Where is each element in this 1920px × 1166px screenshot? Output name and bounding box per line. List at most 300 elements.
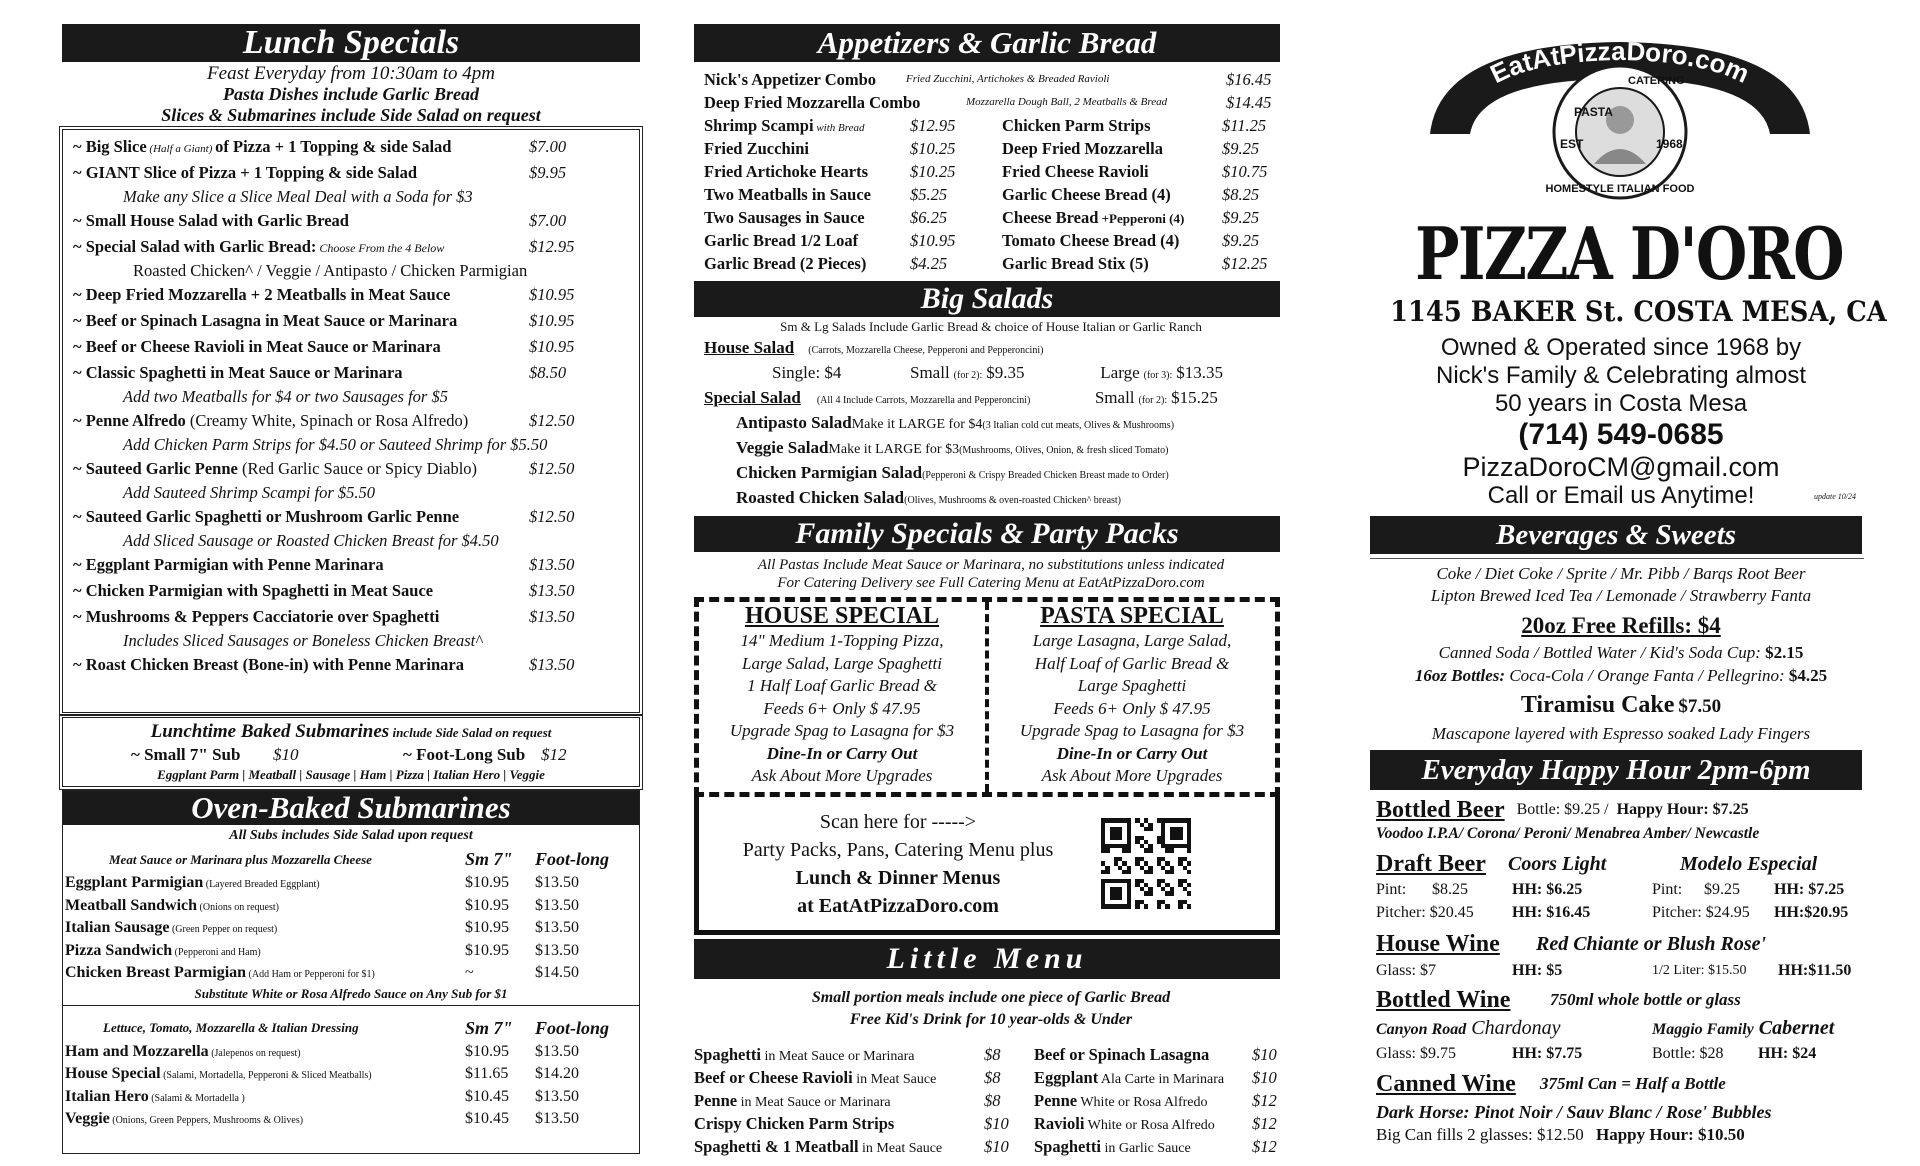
- special-line: Ask About More Upgrades: [751, 766, 933, 785]
- lunch-item-small: Choose From the 4 Below: [316, 241, 445, 255]
- salads-list: [694, 337, 1288, 512]
- little-desc: White or Rosa Alfredo: [1077, 1095, 1208, 1110]
- sub-price-footlong: $13.50: [535, 1042, 579, 1060]
- lunch-item-note: Add Sliced Sausage or Roasted Chicken Breast for $4.50: [123, 531, 499, 550]
- appetizer-price: $10.75: [1222, 162, 1268, 181]
- sub-row: [63, 962, 639, 985]
- appetizer-name: [704, 114, 910, 137]
- pint-row: Pint: $8.25 HH: $6.25 Pint: $9.25 HH: $7.25: [1376, 881, 1845, 898]
- lunch-item-text: ~ Small House Salad with Garlic Bread: [73, 211, 349, 230]
- phone[interactable]: (714) 549-0685: [1518, 418, 1724, 451]
- appetizer-item: [1002, 137, 1267, 160]
- lunch-item: [73, 604, 629, 630]
- little-menu-list: [694, 1043, 1288, 1158]
- little-price: $10: [1252, 1068, 1277, 1087]
- baked-subs-types: Eggplant Parm | Meatball | Sausage | Ham | Pizza | Italian Hero | Veggie: [157, 767, 545, 782]
- appetizer-desc: +Pepperoni (4): [1098, 211, 1185, 226]
- appetizer-name-text: Fried Zucchini: [704, 139, 809, 158]
- center-column: [694, 24, 1288, 1158]
- sub-price-footlong: $13.50: [535, 1110, 579, 1128]
- canned-soda: Canned Soda / Bottled Water / Kid's Soda Cup: $2.15: [1438, 643, 1804, 662]
- special-line: Large Salad, Large Spaghetti: [742, 653, 942, 673]
- family-specials-box: [694, 597, 1280, 797]
- refills: 20oz Free Refills: $4: [1521, 613, 1721, 638]
- subs-salad-note: All Subs includes Side Salad upon request: [229, 828, 473, 843]
- sub-desc: (Green Pepper on request): [169, 924, 278, 936]
- lunch-item-note: Includes Sliced Sausages or Boneless Chicken Breast^: [123, 631, 483, 650]
- lunch-item-text: ~ Beef or Spinach Lasagna in Meat Sauce or Marinara: [73, 311, 458, 330]
- salad-item: [736, 437, 1288, 462]
- lunch-item-text: ~ Big Slice: [73, 137, 147, 156]
- little-item: [1034, 1043, 1277, 1066]
- little-name-text: Penne: [1034, 1091, 1078, 1110]
- appetizer-item: [704, 252, 1002, 275]
- salad-desc: (Olives, Mushrooms & oven-roasted Chicken^ breast): [904, 495, 1122, 506]
- little-name-text: Beef or Spinach Lasagna: [1034, 1045, 1210, 1064]
- little-name-text: Spaghetti: [1034, 1137, 1101, 1156]
- sub-row: [63, 1041, 639, 1064]
- family-note-1: All Pastas Include Meat Sauce or Marinara, no substitutions unless indicated: [757, 557, 1225, 573]
- little-item-name: [694, 1135, 984, 1158]
- little-price: $12: [1252, 1137, 1277, 1156]
- svg-text:CATERING: CATERING: [1628, 75, 1685, 87]
- lunch-item-name: [73, 234, 529, 260]
- lunch-item-price: $7.00: [529, 211, 567, 230]
- salad-make-large: Make it LARGE for $3: [828, 442, 960, 457]
- little-price: $8: [984, 1045, 1001, 1064]
- lunch-item-text: ~ Classic Spaghetti in Meat Sauce or Marinara: [73, 363, 403, 382]
- appetizer-name-text: Fried Cheese Ravioli: [1002, 162, 1149, 181]
- appetizer-price: $12.25: [1222, 254, 1268, 273]
- salad-name: Roasted Chicken Salad: [736, 488, 905, 507]
- little-item-name: [694, 1043, 984, 1066]
- little-name-text: Ravioli: [1034, 1114, 1085, 1133]
- lunch-item-text: ~ GIANT Slice of Pizza + 1 Topping & side Salad: [73, 163, 418, 182]
- lunch-item-desc: (Red Garlic Sauce or Spicy Diablo): [237, 459, 478, 478]
- special-line: Ask About More Upgrades: [1041, 766, 1223, 785]
- appetizer-name: [1002, 183, 1222, 206]
- lunch-item-desc: (Creamy White, Spinach or Rosa Alfredo): [185, 411, 469, 430]
- lunch-item-text: ~ Chicken Parmigian with Spaghetti in Meat Sauce: [73, 581, 434, 600]
- appetizer-name: [704, 160, 910, 183]
- appetizer-item: [704, 183, 1002, 206]
- appetizer-name-text: Deep Fried Mozzarella: [1002, 139, 1163, 158]
- appetizer-item: [704, 114, 1002, 137]
- lunch-item-note: Roasted Chicken^ / Veggie / Antipasto / Chicken Parmigian: [133, 261, 528, 280]
- little-price: $12: [1252, 1091, 1277, 1110]
- lunch-item-text: ~ Deep Fried Mozzarella + 2 Meatballs in Meat Sauce: [73, 285, 451, 304]
- bottled-beer-row: Bottled Beer Bottle: $9.25 / Happy Hour: $7.25: [1376, 797, 1749, 823]
- lunch-item-name: [73, 552, 529, 578]
- brand-name: PIZZA D'ORO: [1415, 211, 1843, 296]
- salad-name: Chicken Parmigian Salad: [736, 463, 923, 482]
- little-menu-header: Little Menu: [694, 939, 1280, 979]
- lunch-item-price: $13.50: [529, 581, 575, 600]
- logo: [1370, 24, 1872, 204]
- pitcher-row: Pitcher: $20.45 HH: $16.45 Pitcher: $24.95 HH:$20.95: [1376, 904, 1849, 921]
- little-item: [1034, 1089, 1277, 1112]
- sub-name: Ham and Mozzarella: [65, 1042, 209, 1060]
- lunch-item-text: ~ Beef or Cheese Ravioli in Meat Sauce or Marinara: [73, 337, 441, 356]
- special-line: 1 Half Loaf Garlic Bread &: [747, 676, 937, 695]
- little-item: [1034, 1135, 1277, 1158]
- sub-name: Meatball Sandwich: [65, 896, 198, 914]
- appetizer-price: $9.25: [1222, 208, 1260, 227]
- appetizer-price: $5.25: [910, 185, 948, 204]
- sub-price-footlong: $13.50: [535, 896, 579, 914]
- scan-box: [694, 797, 1280, 935]
- appetizer-item: [704, 137, 1002, 160]
- little-price: $10: [1252, 1045, 1277, 1064]
- lunch-items-box: [62, 129, 640, 713]
- lunch-item-rest: of Pizza + 1 Topping & side Salad: [215, 137, 452, 156]
- appetizer-name: [1002, 137, 1222, 160]
- appetizer-name-text: Shrimp Scampi: [704, 116, 814, 135]
- little-name-text: Crispy Chicken Parm Strips: [694, 1114, 895, 1133]
- appetizer-name-text: Cheese Bread: [1002, 208, 1099, 227]
- beverages-header: Beverages & Sweets: [1370, 516, 1862, 554]
- lunch-item-text: ~ Penne Alfredo: [73, 411, 186, 430]
- substitute-note: Substitute White or Rosa Alfredo Sauce on Any Sub for $1: [63, 985, 639, 1006]
- appetizer-name: [704, 252, 910, 275]
- update-note: update 10/24: [1814, 492, 1856, 501]
- appetizer-name-text: Two Sausages in Sauce: [704, 208, 865, 227]
- appetizer-price: $10.95: [910, 231, 956, 250]
- bottled-wine-row: Bottled Wine 750ml whole bottle or glass: [1376, 987, 1741, 1013]
- lunch-column: [62, 24, 640, 1154]
- lunch-item-text: ~ Special Salad with Garlic Bread:: [73, 237, 317, 256]
- lunch-item: [73, 652, 629, 678]
- happy-hour-list: [1370, 796, 1872, 1146]
- appetizer-name: [1002, 206, 1222, 229]
- sub-name: Eggplant Parmigian: [65, 874, 204, 892]
- little-name-text: Beef or Cheese Ravioli: [694, 1068, 853, 1087]
- sub-row: [63, 1063, 639, 1086]
- appetizer-name: [704, 183, 910, 206]
- big-salads-header: Big Salads: [694, 281, 1280, 317]
- little-desc: in Meat Sauce or Marinara: [737, 1095, 891, 1110]
- bev-line-2: Lipton Brewed Iced Tea / Lemonade / Strawberry Fanta: [1430, 586, 1812, 605]
- lunch-item-note: Make any Slice a Slice Meal Deal with a Soda for $3: [123, 187, 473, 206]
- special-line: Feeds 6+ Only $ 47.95: [1053, 698, 1211, 718]
- sub-name: House Special: [65, 1065, 161, 1083]
- lunch-item-name: [73, 334, 529, 360]
- lunch-item: [73, 552, 629, 578]
- appetizer-item: [1002, 206, 1267, 229]
- little-item-name: [1034, 1066, 1252, 1089]
- salad-make-large: Make it LARGE for $4: [851, 417, 983, 432]
- call-row: [1370, 482, 1872, 510]
- salad-item: [736, 487, 1288, 512]
- lunch-item-price: $13.50: [529, 607, 575, 626]
- little-note-2: Free Kid's Drink for 10 year-olds & Under: [849, 1011, 1133, 1028]
- app-combo-2: Deep Fried Mozzarella Combo Mozzarella Dough Ball, 2 Meatballs & Bread $14.45: [704, 93, 1272, 112]
- tagline-2: Nick's Family & Celebrating almost: [1435, 362, 1807, 389]
- lunch-item-price: $12.95: [529, 237, 575, 256]
- sub-price-small: ~: [465, 964, 474, 982]
- col-sm: Sm 7": [465, 849, 513, 869]
- lunch-item-note: Add Chicken Parm Strips for $4.50 or Sauteed Shrimp for $5.50: [123, 435, 548, 454]
- svg-text:EatAtPizzaDoro.com: EatAtPizzaDoro.com: [1485, 35, 1754, 90]
- lunch-item-price: $12.50: [529, 507, 575, 526]
- sub-name: Italian Sausage: [65, 919, 170, 937]
- appetizer-price: $9.25: [1222, 139, 1260, 158]
- sub-desc: (Layered Breaded Eggplant): [203, 879, 320, 891]
- sub-desc: (Salami, Mortadella, Pepperoni & Sliced Meatballs): [160, 1070, 372, 1082]
- sub-desc: (Onions on request): [197, 901, 279, 913]
- apps-left: [704, 114, 1002, 275]
- sub-row: [63, 895, 639, 918]
- little-item-name: [694, 1089, 984, 1112]
- appetizer-name-text: Fried Artichoke Hearts: [704, 162, 869, 181]
- sub-price-small: $10.95: [465, 1042, 509, 1060]
- apps-right: [1002, 114, 1267, 275]
- sub-row: [63, 917, 639, 940]
- special-line: Half Loaf of Garlic Bread &: [1034, 653, 1230, 673]
- house-special: [699, 602, 989, 792]
- lunch-item: [73, 282, 629, 308]
- col-fl: Foot-long: [535, 849, 610, 869]
- hot-subs-heading: Meat Sauce or Marinara plus Mozzarella Cheese: [109, 851, 372, 867]
- appetizer-price: $12.95: [910, 116, 956, 135]
- lunch-item: [73, 134, 629, 160]
- lunch-item-text: ~ Mushrooms & Peppers Cacciatorie over Spaghetti: [73, 607, 440, 626]
- sub-name: Veggie: [65, 1110, 110, 1128]
- appetizers-header: Appetizers & Garlic Bread: [694, 24, 1280, 62]
- tagline-1: Owned & Operated since 1968 by: [1440, 334, 1802, 361]
- family-header: Family Specials & Party Packs: [694, 516, 1280, 552]
- appetizer-desc: with Bread: [813, 122, 865, 134]
- appetizer-name: [1002, 160, 1222, 183]
- app-combo-1: Nick's Appetizer Combo Fried Zucchini, Artichokes & Breaded Ravioli $16.45: [704, 70, 1272, 89]
- sub-desc: (Jalepenos on request): [208, 1047, 301, 1059]
- sub-price-footlong: $13.50: [535, 919, 579, 937]
- special-salad-row: Special Salad (All 4 Include Carrots, Mozzarella and Pepperoncini) Small (for 2): $15.25: [704, 388, 1218, 407]
- sub-desc: (Onions, Green Peppers, Mushrooms & Olives): [109, 1115, 304, 1127]
- lunch-item-name: [73, 604, 529, 630]
- lunch-item-text: ~ Eggplant Parmigian with Penne Marinara: [73, 555, 384, 574]
- appetizers-list: [694, 62, 1288, 275]
- scan-line: Lunch & Dinner Menus: [795, 866, 1001, 889]
- special-title: HOUSE SPECIAL: [744, 603, 940, 629]
- sub-price-small: $11.65: [465, 1065, 509, 1083]
- little-item: [694, 1089, 1034, 1112]
- little-name-text: Spaghetti: [694, 1045, 761, 1064]
- salad-name: Veggie Salad: [736, 438, 829, 457]
- tagline-3: 50 years in Costa Mesa: [1494, 390, 1748, 417]
- cold-subs-heading: Lettuce, Tomato, Mozzarella & Italian Dressing: [103, 1020, 359, 1035]
- appetizer-price: $10.25: [910, 139, 956, 158]
- little-price: $10: [984, 1137, 1009, 1156]
- lunch-item-name: [73, 408, 529, 434]
- bottles-row: 16oz Bottles: Coca-Cola / Orange Fanta / Pellegrino: $4.25: [1414, 666, 1828, 685]
- little-name-text: Spaghetti & 1 Meatball: [694, 1137, 859, 1156]
- scan-line: Party Packs, Pans, Catering Menu plus: [742, 838, 1054, 861]
- little-item: [694, 1135, 1034, 1158]
- lunch-item-name: [73, 134, 529, 160]
- lunch-item: [73, 308, 629, 334]
- bottled-wine-names: Canyon Road Chardonay Maggio Family Cabernet: [1376, 1017, 1835, 1039]
- lunch-item-price: $7.00: [529, 137, 567, 156]
- lunch-item-price: $12.50: [529, 411, 575, 430]
- svg-text:HOMESTYLE ITALIAN FOOD: HOMESTYLE ITALIAN FOOD: [1545, 183, 1695, 195]
- lunch-item-price: $13.50: [529, 655, 575, 674]
- canned-wine-row: Canned Wine 375ml Can = Half a Bottle: [1376, 1071, 1726, 1097]
- special-title: PASTA SPECIAL: [1040, 603, 1224, 629]
- special-line: Upgrade Spag to Lasagna for $3: [729, 721, 955, 740]
- sub-name: Chicken Breast Parmigian: [65, 964, 247, 982]
- sub-price-small: $10.95: [465, 919, 509, 937]
- house-wine-prices: Glass: $7 HH: $5 1/2 Liter: $15.50 HH:$11.50: [1376, 962, 1852, 979]
- call-text: Call or Email us Anytime!: [1487, 482, 1755, 509]
- special-line: Feeds 6+ Only $ 47.95: [763, 698, 921, 718]
- little-left: [694, 1043, 1034, 1158]
- lunch-item-text: ~ Roast Chicken Breast (Bone-in) with Penne Marinara: [73, 655, 464, 674]
- little-desc: Ala Carte in Marinara: [1098, 1072, 1225, 1087]
- svg-text:PASTA: PASTA: [1574, 105, 1613, 119]
- baked-submarines-box: [62, 717, 640, 787]
- lunch-slices-note: Slices & Submarines include Side Salad on request: [161, 105, 541, 125]
- canned-wine-prices: Big Can fills 2 glasses: $12.50 Happy Hour: $10.50: [1376, 1125, 1745, 1144]
- lunch-item-text: ~ Sauteed Garlic Spaghetti or Mushroom Garlic Penne: [73, 507, 460, 526]
- little-note-1: Small portion meals include one piece of Garlic Bread: [811, 989, 1171, 1006]
- appetizer-name: [1002, 114, 1222, 137]
- lunch-item: [73, 208, 629, 234]
- little-price: $12: [1252, 1114, 1277, 1133]
- house-salad-prices: Single: $4 Small (for 2): $9.35 Large (for 3): $13.35: [772, 363, 1223, 382]
- appetizer-name: [1002, 229, 1222, 252]
- salad-name: Antipasto Salad: [736, 413, 852, 432]
- sub-desc: (Add Ham or Pepperoni for $1): [246, 969, 375, 981]
- appetizer-name: [704, 206, 910, 229]
- bottled-wine-prices: Glass: $9.75 HH: $7.75 Bottle: $28 HH: $24: [1376, 1045, 1817, 1062]
- appetizer-name-text: Garlic Bread 1/2 Loaf: [704, 231, 859, 250]
- tiramisu-desc: Mascapone layered with Espresso soaked Lady Fingers: [1431, 724, 1811, 743]
- appetizer-item: [704, 206, 1002, 229]
- lunch-item-price: $10.95: [529, 337, 575, 356]
- pasta-special: [989, 602, 1275, 792]
- lunch-item-name: [73, 578, 529, 604]
- lunch-item-name: [73, 308, 529, 334]
- special-line: Large Spaghetti: [1077, 676, 1187, 695]
- bev-line-1: Coke / Diet Coke / Sprite / Mr. Pibb / Barqs Root Beer: [1436, 564, 1806, 583]
- lunch-item: [73, 234, 629, 260]
- sub-price-small: $10.45: [465, 1087, 509, 1105]
- lunch-item-price: $12.50: [529, 459, 575, 478]
- appetizer-name-text: Chicken Parm Strips: [1002, 116, 1151, 135]
- lunch-item-name: [73, 456, 529, 482]
- appetizer-name-text: Garlic Bread (2 Pieces): [704, 254, 867, 273]
- appetizer-item: [704, 160, 1002, 183]
- address: 1145 BAKER St. COSTA MESA, CA: [1390, 295, 1887, 328]
- col-sm-2: Sm 7": [465, 1017, 513, 1038]
- appetizer-item: [1002, 229, 1267, 252]
- happy-hour-header: Everyday Happy Hour 2pm-6pm: [1370, 750, 1862, 790]
- lunch-item-name: [73, 282, 529, 308]
- sub-row: [63, 872, 639, 895]
- little-desc: in Garlic Sauce: [1100, 1141, 1191, 1156]
- little-item: [694, 1066, 1034, 1089]
- appetizer-name: [704, 229, 910, 252]
- appetizer-price: $4.25: [910, 254, 948, 273]
- hot-subs-table: [63, 847, 639, 985]
- lunch-item: [73, 360, 629, 386]
- little-desc: in Meat Sauce or Marinara: [760, 1049, 915, 1064]
- sub-price-footlong: $13.50: [535, 1087, 579, 1105]
- appetizer-name-text: Tomato Cheese Bread (4): [1002, 231, 1180, 250]
- scan-text: [699, 808, 1097, 920]
- email[interactable]: PizzaDoroCM@gmail.com: [1462, 452, 1780, 482]
- scan-line: at EatAtPizzaDoro.com: [797, 894, 999, 917]
- salad-item: [736, 462, 1288, 487]
- salad-desc: (Pepperoni & Crispy Breaded Chicken Breast made to Order): [922, 470, 1169, 481]
- appetizer-price: $8.25: [1222, 185, 1260, 204]
- little-right: [1034, 1043, 1277, 1158]
- little-item-name: [1034, 1043, 1252, 1066]
- little-item-name: [694, 1112, 984, 1135]
- little-item-name: [1034, 1135, 1252, 1158]
- sub-price-footlong: $14.20: [535, 1065, 579, 1083]
- special-line: Upgrade Spag to Lasagna for $3: [1019, 721, 1245, 740]
- appetizer-name: [704, 137, 910, 160]
- baked-subs-title: Lunchtime Baked Submarines include Side Salad on request: [150, 721, 552, 742]
- lunch-item-price: $9.95: [529, 163, 567, 182]
- lunch-specials-header: Lunch Specials: [62, 24, 640, 62]
- appetizer-item: [704, 229, 1002, 252]
- little-price: $8: [984, 1091, 1001, 1110]
- lunch-item-name: [73, 208, 529, 234]
- appetizer-price: $9.25: [1222, 231, 1260, 250]
- salad-desc: (Mushrooms, Olives, Onion, & fresh sliced Tomato): [959, 445, 1169, 456]
- little-item: [694, 1112, 1034, 1135]
- lunch-item: [73, 504, 629, 530]
- little-item-name: [694, 1066, 984, 1089]
- sub-desc: (Pepperoni and Ham): [172, 946, 261, 958]
- little-item: [1034, 1112, 1277, 1135]
- lunch-item-note: Add Sauteed Shrimp Scampi for $5.50: [123, 483, 376, 502]
- tiramisu: Tiramisu Cake $7.50: [1520, 692, 1722, 718]
- special-line: Dine-In or Carry Out: [766, 743, 918, 763]
- lunch-item-text: ~ Sauteed Garlic Penne: [73, 459, 238, 478]
- house-salad-row: House Salad (Carrots, Mozzarella Cheese, Pepperoni and Pepperoncini): [704, 338, 1044, 357]
- oven-subs-section: [62, 790, 640, 1154]
- little-item-name: [1034, 1089, 1252, 1112]
- little-desc: in Meat Sauce: [858, 1141, 943, 1156]
- appetizer-name: [1002, 252, 1222, 275]
- lunch-item: [73, 456, 629, 482]
- appetizer-item: [1002, 160, 1267, 183]
- special-line: 14" Medium 1-Topping Pizza,: [740, 631, 944, 650]
- qr-code[interactable]: [1101, 818, 1191, 908]
- little-name-text: Eggplant: [1034, 1068, 1099, 1087]
- special-line: Large Lasagna, Large Salad,: [1032, 631, 1232, 650]
- svg-text:EST: EST: [1560, 137, 1584, 151]
- sub-price-footlong: $13.50: [535, 874, 579, 892]
- sub-price-small: $10.45: [465, 1110, 509, 1128]
- little-price: $10: [984, 1114, 1009, 1133]
- appetizer-item: [1002, 183, 1267, 206]
- appetizer-item: [1002, 252, 1267, 275]
- baked-subs-sizes: ~ Small 7" Sub $10 ~ Foot-Long Sub $12: [131, 745, 567, 764]
- house-wine-row: House Wine Red Chiante or Blush Rose': [1376, 931, 1767, 957]
- little-item-name: [1034, 1112, 1252, 1135]
- sub-price-footlong: $14.50: [535, 964, 579, 982]
- appetizer-price: $10.25: [910, 162, 956, 181]
- sub-desc: (Salami & Mortadella ): [148, 1092, 245, 1104]
- lunch-item-price: $8.50: [529, 363, 567, 382]
- lunch-pasta-note: Pasta Dishes include Garlic Bread: [222, 84, 479, 104]
- right-column: [1370, 24, 1887, 1146]
